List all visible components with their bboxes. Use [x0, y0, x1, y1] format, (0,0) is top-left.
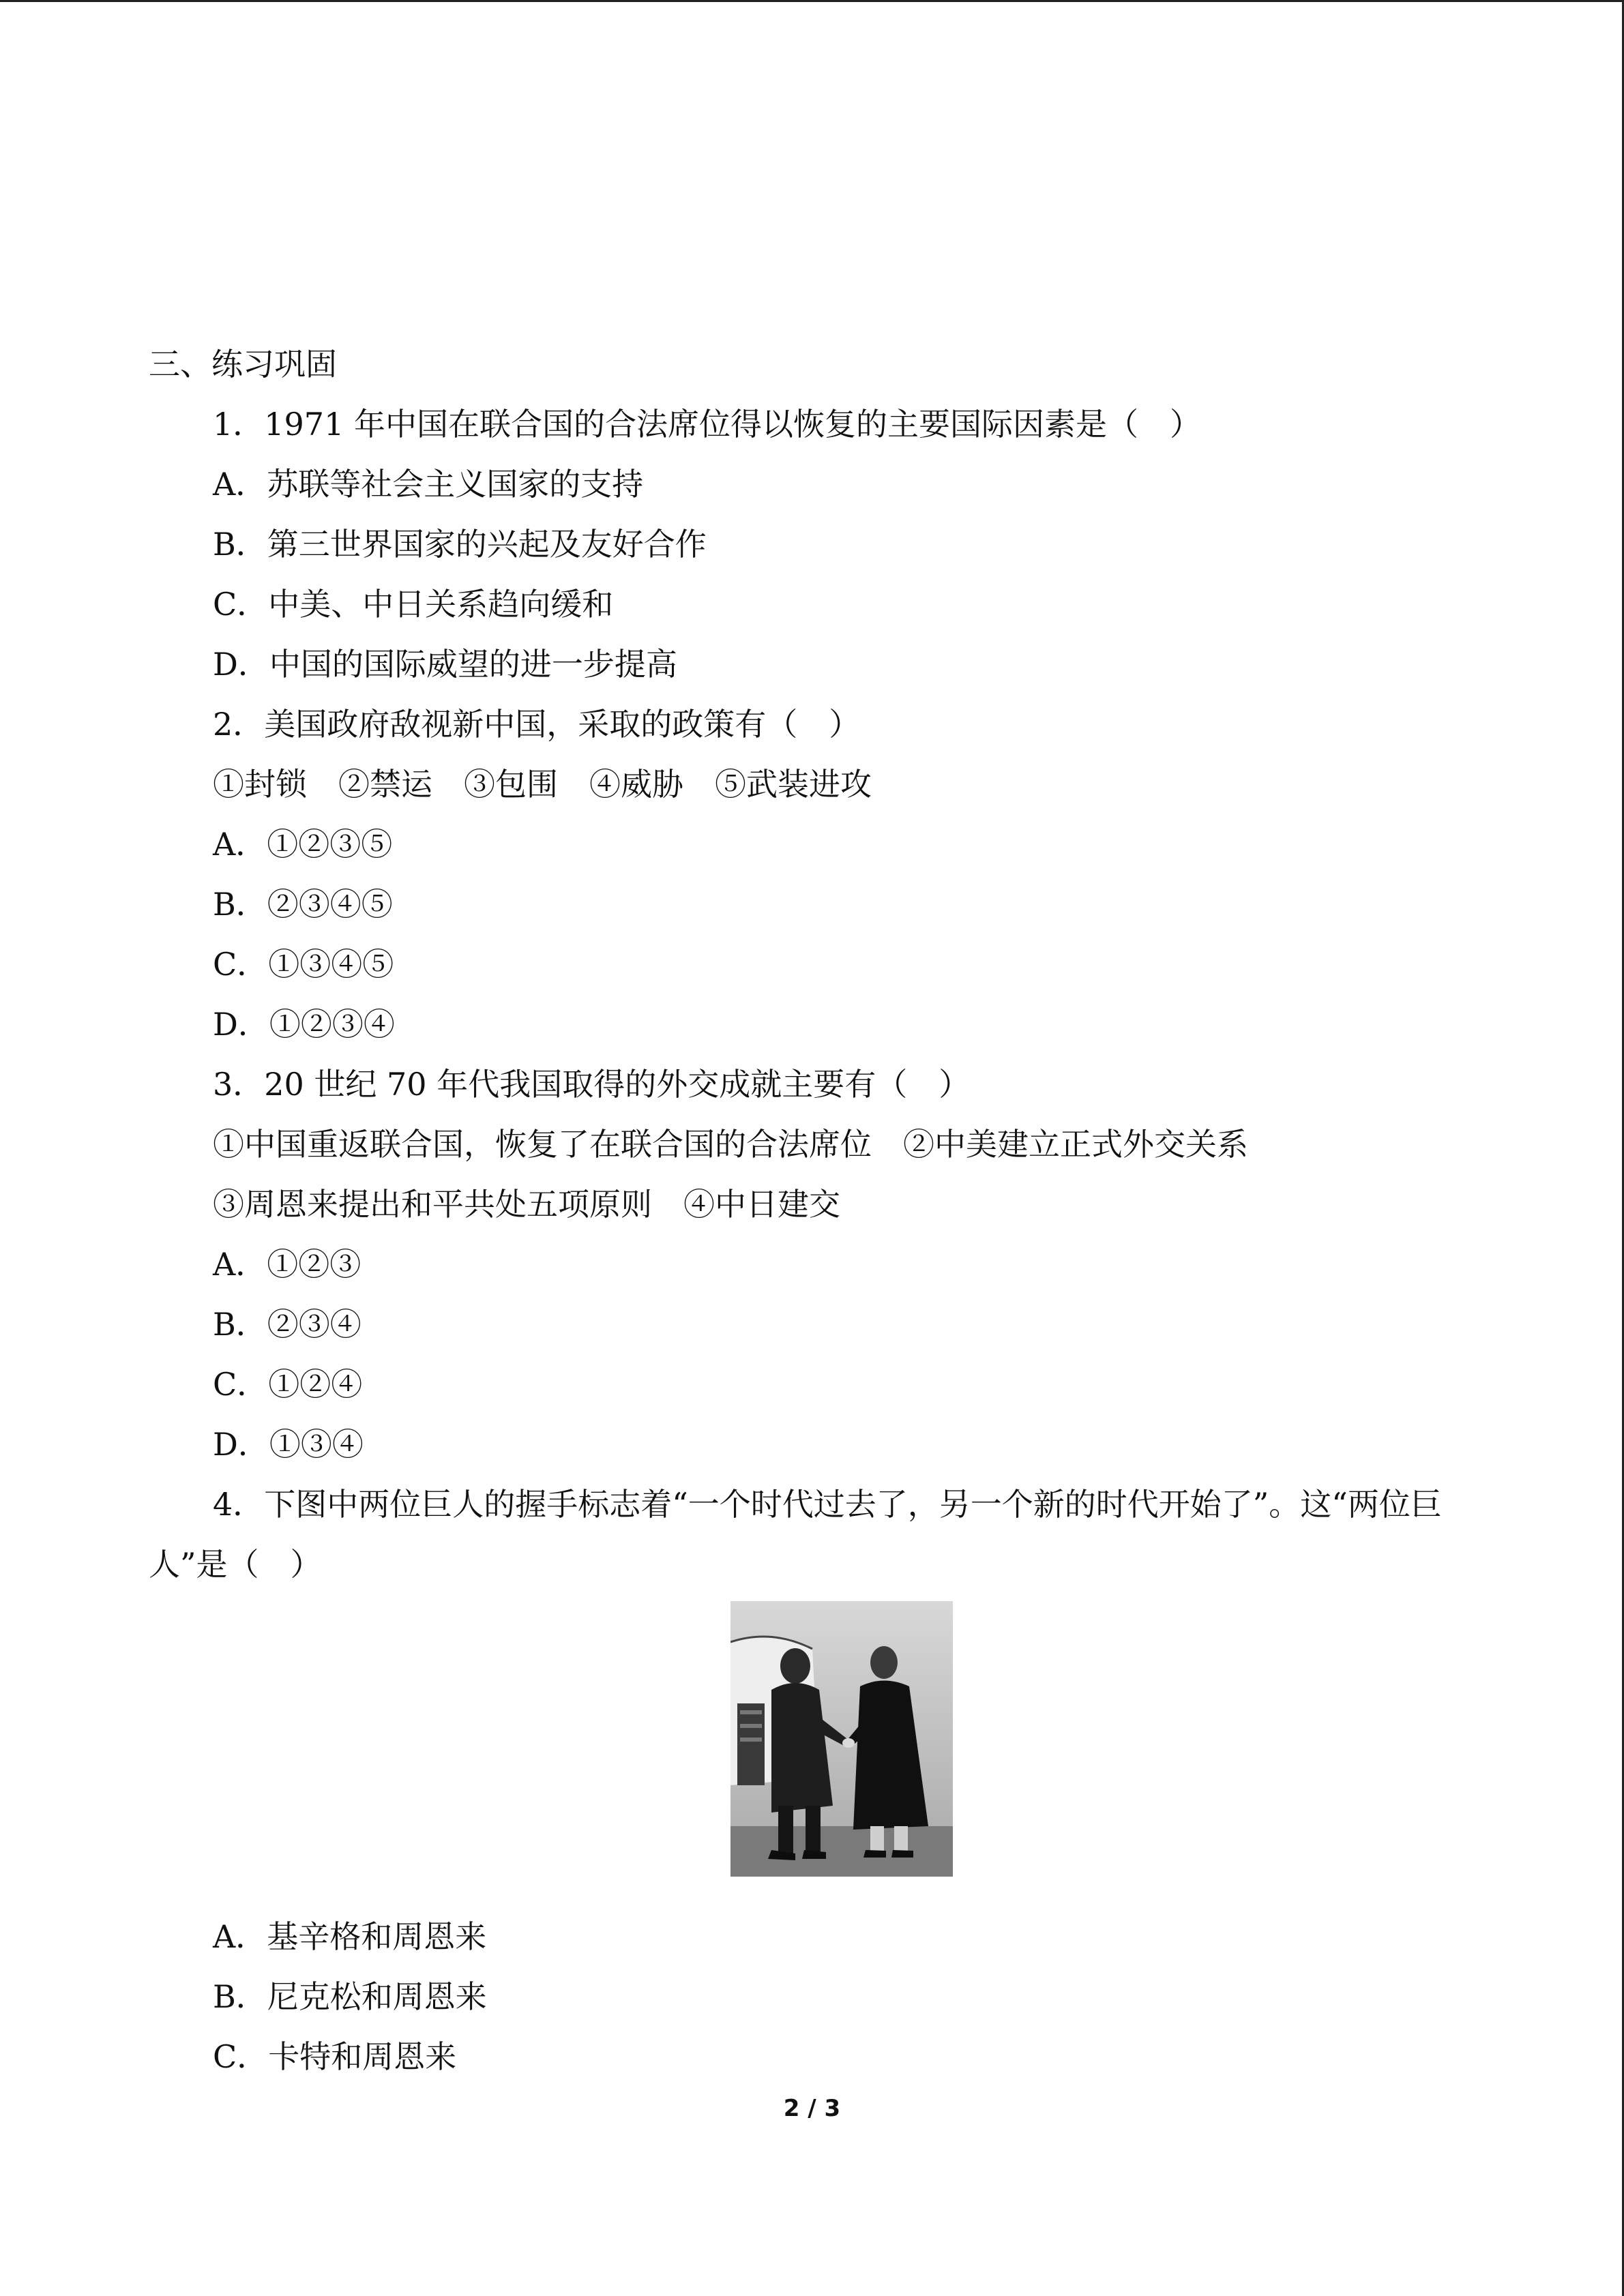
document-content — [149, 334, 1458, 2087]
question-3-option-d: D．①③④ — [213, 1426, 364, 1463]
question-3-choices-2: ③周恩来提出和平共处五项原则 ④中日建交 — [213, 1186, 840, 1223]
handshake-photo — [730, 1601, 953, 1877]
page-number: 2 / 3 — [783, 2095, 841, 2122]
question-2-option-a: A．①②③⑤ — [213, 826, 393, 863]
page-border-top — [0, 0, 1624, 2]
question-3-stem: 3．20 世纪 70 年代我国取得的外交成就主要有（ ） — [213, 1066, 971, 1103]
handshake-photo-illustration — [730, 1601, 953, 1877]
question-1-option-c: C．中美、中日关系趋向缓和 — [213, 586, 614, 623]
question-2-option-d: D．①②③④ — [213, 1006, 395, 1043]
question-2-choices: ①封锁 ②禁运 ③包围 ④威胁 ⑤武装进攻 — [213, 766, 872, 803]
question-1-option-a: A．苏联等社会主义国家的支持 — [213, 466, 644, 503]
question-3-choices-1: ①中国重返联合国，恢复了在联合国的合法席位 ②中美建立正式外交关系 — [213, 1126, 1248, 1163]
question-1-option-d: D．中国的国际威望的进一步提高 — [213, 646, 677, 683]
question-4-stem: 4．下图中两位巨人的握手标志着“一个时代过去了，另一个新的时代开始了”。这“两位巨人”是（ ） — [149, 1486, 1442, 1583]
question-4-option-c: C．卡特和周恩来 — [213, 2038, 457, 2075]
question-2-option-c: C．①③④⑤ — [213, 946, 394, 983]
question-3-option-b: B．②③④ — [213, 1306, 361, 1343]
section-title: 三、练习巩固 — [149, 346, 337, 383]
question-2-option-b: B．②③④⑤ — [213, 886, 393, 923]
question-1-option-b: B．第三世界国家的兴起及友好合作 — [213, 526, 707, 563]
question-4-option-a: A．基辛格和周恩来 — [213, 1918, 487, 1955]
figure-container — [149, 1596, 1458, 1882]
question-3-option-a: A．①②③ — [213, 1246, 361, 1283]
question-2-stem: 2．美国政府敌视新中国，采取的政策有（ ） — [213, 706, 861, 743]
question-4-option-b: B．尼克松和周恩来 — [213, 1978, 487, 2015]
question-1-stem: 1．1971 年中国在联合国的合法席位得以恢复的主要国际因素是（ ） — [213, 406, 1201, 443]
question-3-option-c: C．①②④ — [213, 1366, 363, 1403]
